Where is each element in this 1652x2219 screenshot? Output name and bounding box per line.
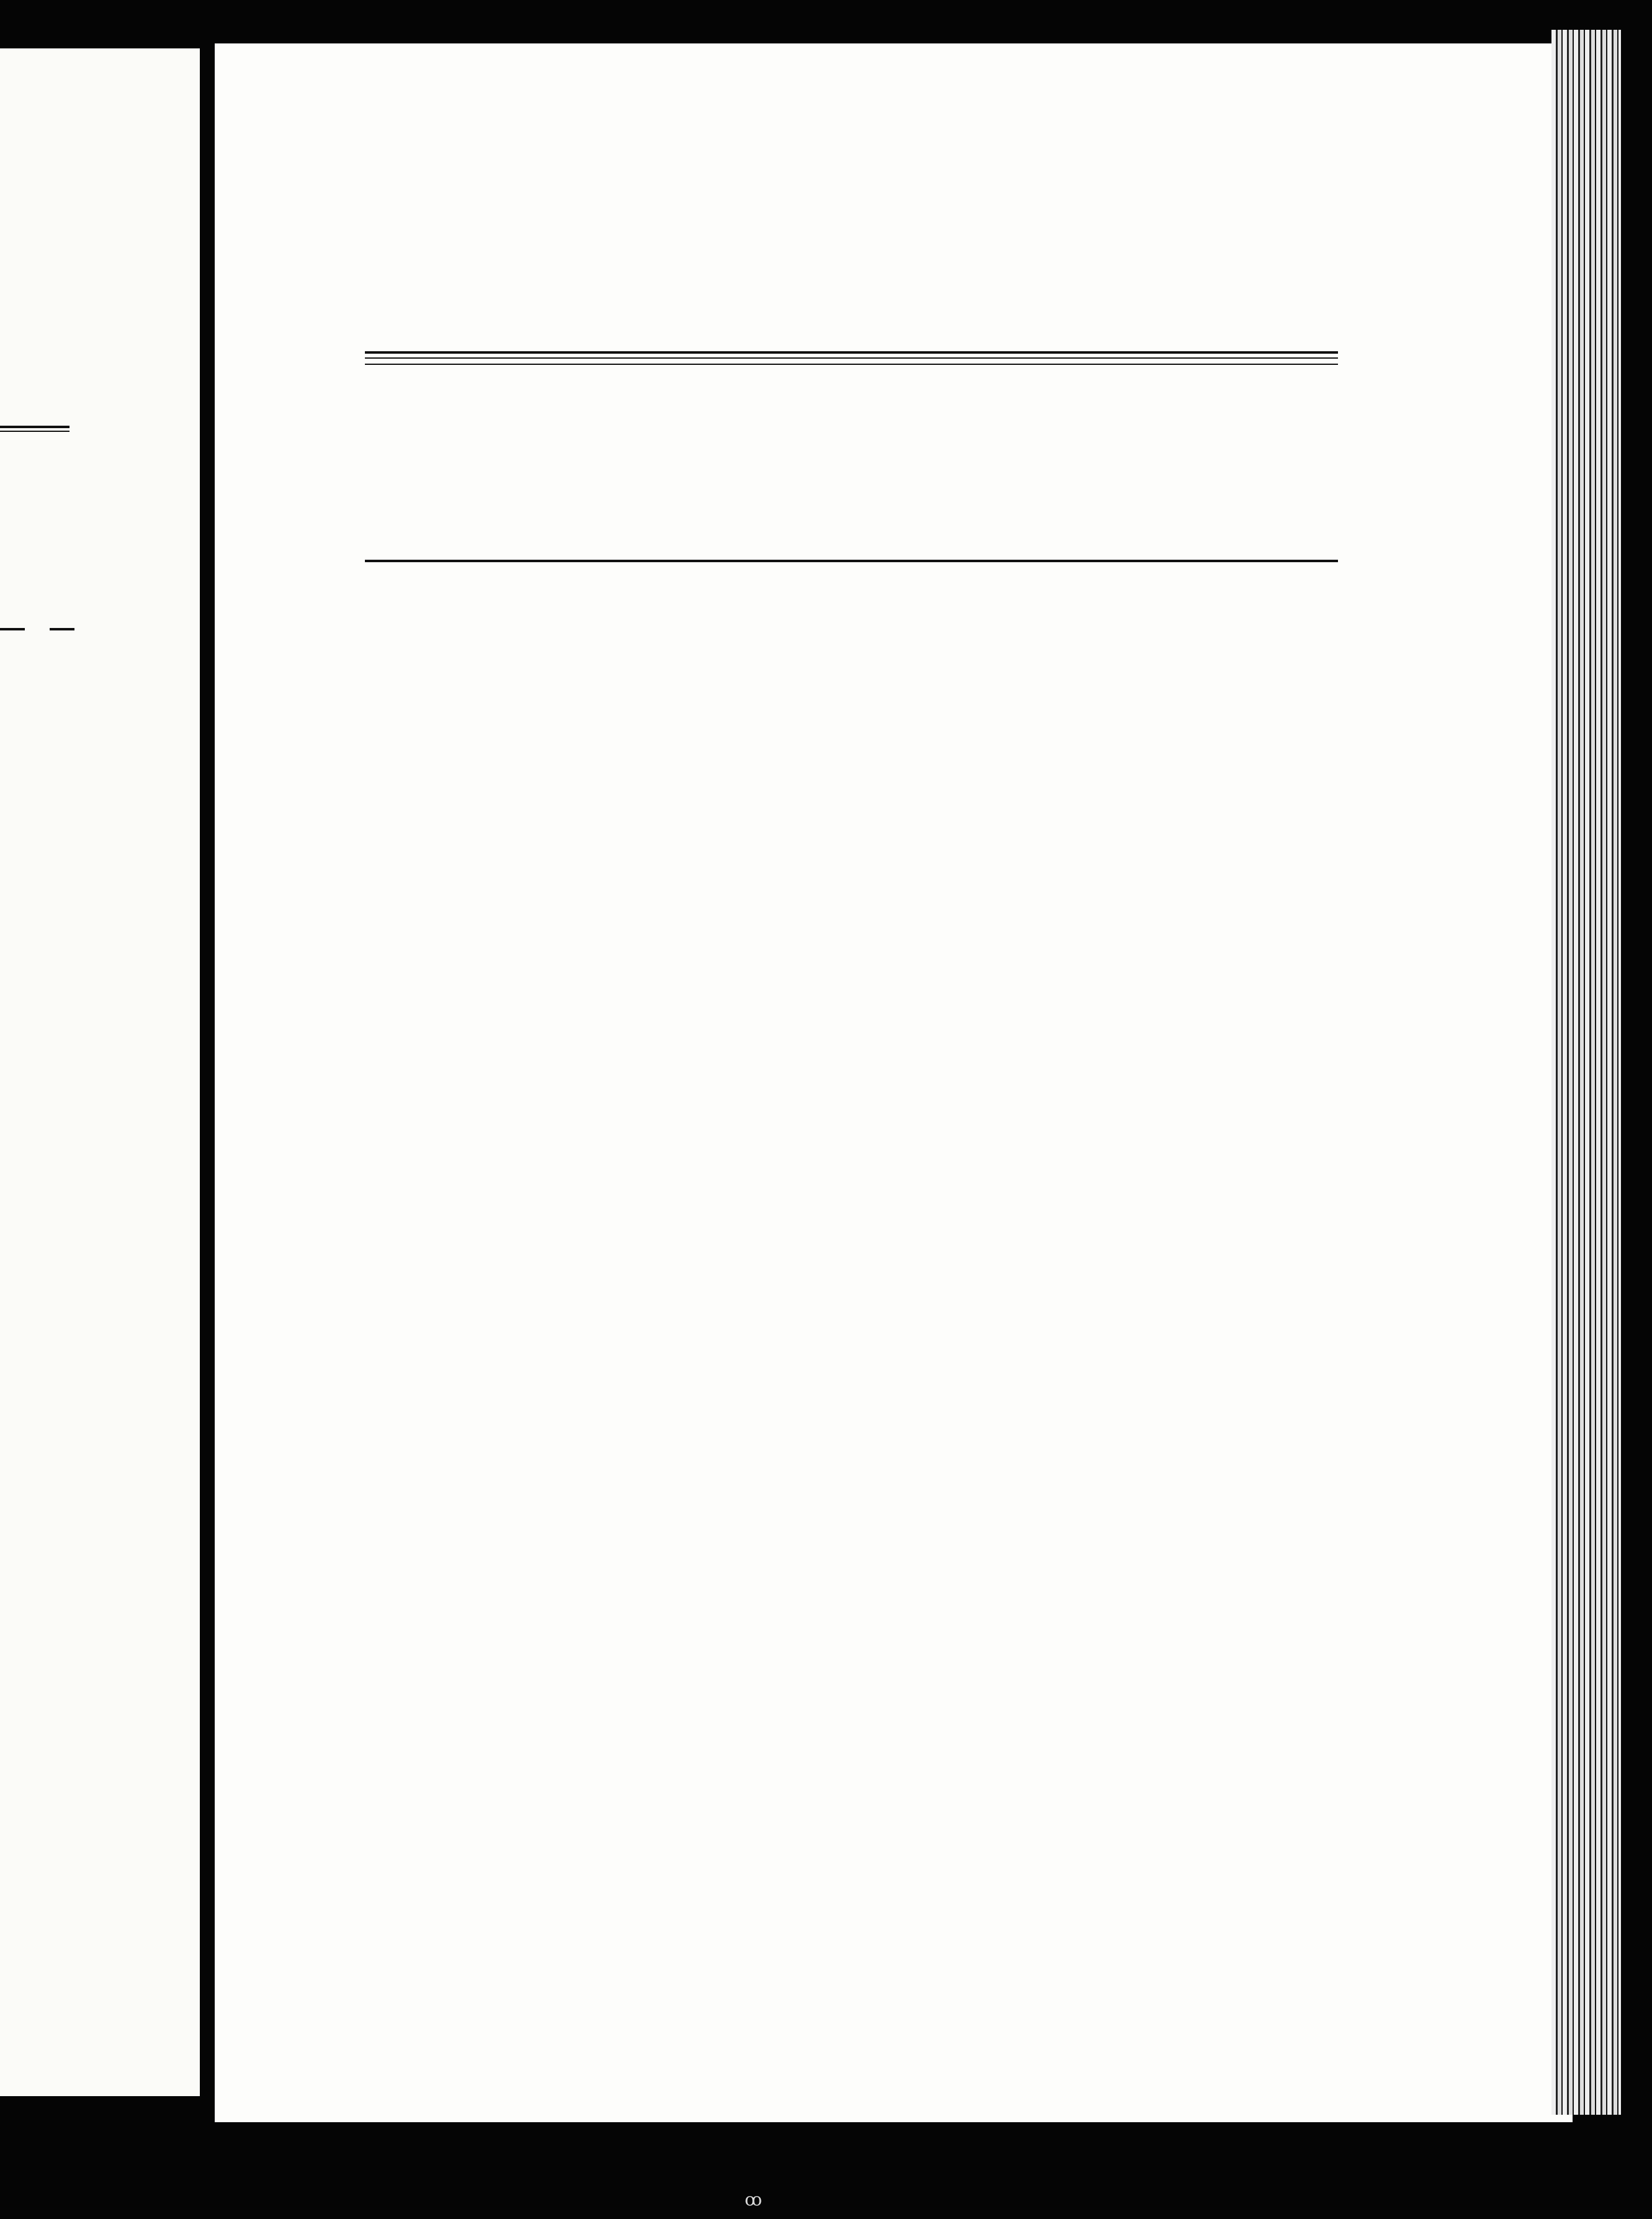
left-rule-head-2 bbox=[50, 628, 74, 630]
header-mission-fund bbox=[839, 370, 866, 562]
left-rule-top bbox=[0, 426, 70, 428]
page-edges bbox=[1551, 30, 1621, 2115]
left-rule-head bbox=[0, 628, 25, 630]
header-wo-fund bbox=[1059, 370, 1086, 562]
left-page bbox=[0, 48, 200, 2096]
header-pension-fund bbox=[949, 370, 977, 562]
left-rule-top-2 bbox=[0, 431, 70, 432]
table-top-rule-3 bbox=[365, 364, 1338, 365]
header-general-fund bbox=[731, 370, 758, 562]
footer-mark: ꝏ bbox=[745, 2190, 762, 2210]
header-education-fund bbox=[1136, 370, 1223, 562]
table-top-rule-2 bbox=[365, 357, 1338, 359]
table-top-rule bbox=[365, 351, 1338, 354]
right-page bbox=[215, 43, 1573, 2122]
